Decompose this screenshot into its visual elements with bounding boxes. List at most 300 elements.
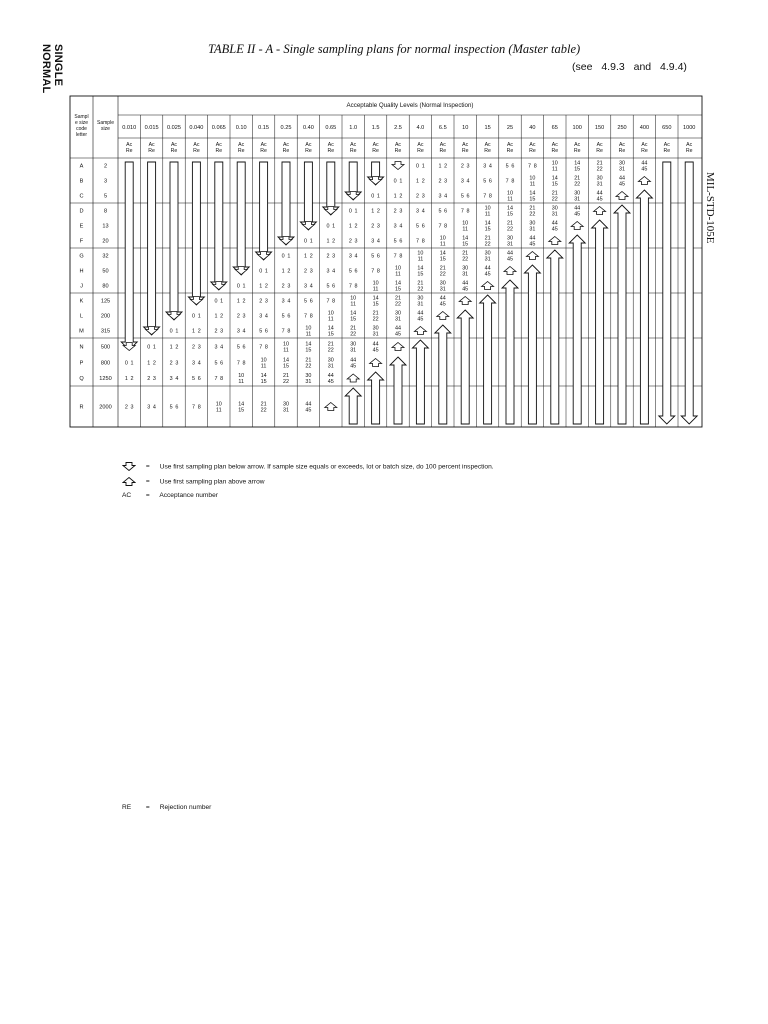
legend-re-text: Rejection number <box>159 804 212 811</box>
ac-label: Ac <box>641 142 648 148</box>
plan-value: 30 <box>305 373 312 379</box>
plan-value: 7 8 <box>528 163 537 170</box>
plan-value: 2 3 <box>393 208 403 215</box>
plan-value: 31 <box>350 347 357 354</box>
re-label: Re <box>596 148 603 154</box>
plan-value: 21 <box>305 357 312 364</box>
sample-size-2000: 2000 <box>99 404 112 411</box>
plan-value: 44 <box>350 357 357 364</box>
plan-value: 0 1 <box>236 283 246 290</box>
re-label: Re <box>372 148 379 154</box>
plan-value: 10 <box>529 175 536 182</box>
aql-0.40: 0.40 <box>302 125 314 131</box>
re-label: Re <box>551 148 559 154</box>
plan-value: 30 <box>395 310 401 317</box>
code-letter-D: D <box>79 208 84 215</box>
plan-value: 10 <box>350 295 357 302</box>
plan-value: 44 <box>327 373 334 379</box>
plan-value: 15 <box>260 379 267 385</box>
code-letter-A: A <box>79 163 84 170</box>
aql-1.5: 1.5 <box>371 125 380 131</box>
plan-value: 44 <box>574 205 581 212</box>
sample-size-32: 32 <box>102 253 109 260</box>
plan-value: 11 <box>260 363 267 370</box>
plan-value: 22 <box>484 241 491 248</box>
ac-label: Ac <box>282 142 290 148</box>
plan-value: 45 <box>641 166 648 173</box>
sample-size-200: 200 <box>100 313 111 320</box>
re-label: Re <box>506 148 514 154</box>
plan-value: 22 <box>350 331 357 338</box>
plan-value: 7 8 <box>460 208 470 215</box>
plan-value: 45 <box>529 241 536 248</box>
up-arrow-icon <box>638 177 650 185</box>
code-letter-B: B <box>79 178 84 185</box>
ac-label: Ac <box>372 142 379 148</box>
plan-value: 31 <box>395 316 401 323</box>
plan-value: 10 <box>439 235 446 242</box>
re-label: Re <box>641 148 648 154</box>
aql-0.25: 0.25 <box>280 125 292 131</box>
aql-150: 150 <box>594 125 605 131</box>
plan-value: 5 6 <box>438 208 448 215</box>
plan-value: 5 6 <box>304 298 313 305</box>
code-letter-P: P <box>79 360 84 367</box>
plan-value: 45 <box>574 211 581 218</box>
up-arrow-icon <box>435 325 451 424</box>
plan-value: 14 <box>283 357 289 364</box>
plan-value: 14 <box>462 235 469 242</box>
plan-value: 7 8 <box>281 328 291 335</box>
ac-label: Ac <box>394 142 402 148</box>
plan-value: 22 <box>529 211 536 218</box>
re-label: Re <box>327 148 335 154</box>
plan-value: 14 <box>439 250 446 257</box>
aql-400: 400 <box>639 125 650 131</box>
plan-value: 21 <box>551 190 558 197</box>
ac-label: Ac <box>193 142 200 148</box>
up-arrow-icon <box>390 357 406 424</box>
plan-value: 15 <box>305 347 312 354</box>
down-arrow-icon <box>392 162 404 170</box>
plan-value: 3 4 <box>192 360 201 367</box>
up-arrow-icon <box>549 237 561 245</box>
plan-value: 3 4 <box>236 328 246 335</box>
ac-label: Ac <box>350 142 357 148</box>
aql-0.010: 0.010 <box>122 125 137 131</box>
aql-65: 65 <box>551 125 558 131</box>
plan-value: 11 <box>395 271 401 278</box>
plan-value: 10 <box>417 250 424 257</box>
re-label: Re <box>439 148 447 154</box>
plan-value: 22 <box>260 407 267 414</box>
plan-value: 7 8 <box>192 404 201 411</box>
up-arrow-icon <box>480 295 496 424</box>
aql-100: 100 <box>572 125 582 131</box>
plan-value: 10 <box>215 401 222 408</box>
plan-value: 14 <box>305 341 312 348</box>
plan-value: 45 <box>619 181 625 188</box>
plan-value: 15 <box>283 363 289 370</box>
plan-value: 22 <box>596 166 603 173</box>
up-arrow-icon <box>594 207 606 215</box>
re-label: Re <box>260 148 267 154</box>
plan-value: 45 <box>327 379 334 385</box>
plan-value: 5 6 <box>483 178 492 185</box>
plan-value: 0 1 <box>147 344 156 351</box>
plan-value: 30 <box>484 250 491 257</box>
plan-value: 10 <box>238 373 245 379</box>
plan-value: 31 <box>372 331 379 338</box>
down-arrow-icon <box>211 162 227 290</box>
plan-value: 45 <box>484 271 491 278</box>
plan-value: 11 <box>327 316 334 323</box>
plan-value: 11 <box>551 166 558 173</box>
plan-value: 0 1 <box>192 313 201 320</box>
ac-label: Ac <box>551 142 558 148</box>
down-arrow-icon <box>256 162 272 260</box>
legend-up-arrow: = Use first sampling plan above arrow <box>122 477 265 486</box>
aql-650: 650 <box>662 125 672 131</box>
plan-value: 2 3 <box>371 223 380 230</box>
plan-value: 11 <box>462 226 469 233</box>
plan-value: 3 4 <box>326 268 336 275</box>
plan-value: 5 6 <box>281 313 291 320</box>
code-letter-L: L <box>79 313 84 320</box>
see-reference: (see 4.9.3 and 4.9.4) <box>572 61 687 73</box>
plan-value: 45 <box>462 286 469 293</box>
plan-value: 30 <box>596 175 603 182</box>
ac-label: Ac <box>305 142 312 148</box>
plan-value: 45 <box>350 363 357 370</box>
plan-value: 15 <box>574 166 581 173</box>
plan-value: 15 <box>529 196 536 203</box>
plan-value: 21 <box>462 250 469 257</box>
plan-value: 44 <box>484 265 491 272</box>
plan-value: 1 2 <box>438 163 448 170</box>
plan-value: 10 <box>395 265 401 272</box>
code-letter-Q: Q <box>79 376 84 382</box>
plan-value: 7 8 <box>236 360 246 367</box>
down-arrow-icon <box>278 162 294 245</box>
plan-value: 11 <box>439 241 446 248</box>
plan-value: 44 <box>417 310 424 317</box>
plan-value: 22 <box>327 347 334 354</box>
plan-value: 7 8 <box>259 344 268 351</box>
plan-value: 0 1 <box>169 328 179 335</box>
plan-value: 22 <box>417 286 424 293</box>
plan-value: 10 <box>327 310 334 317</box>
plan-value: 2 3 <box>169 360 179 367</box>
plan-value: 5 6 <box>393 238 403 245</box>
ac-label: Ac <box>686 142 693 148</box>
plan-value: 1 2 <box>281 268 291 275</box>
plan-value: 2 3 <box>236 313 246 320</box>
plan-value: 0 1 <box>416 163 425 170</box>
down-arrow-icon <box>300 162 316 230</box>
ac-label: Ac <box>126 142 133 148</box>
sample-size-500: 500 <box>100 344 111 351</box>
plan-value: 22 <box>439 271 446 278</box>
plan-value: 7 8 <box>214 376 224 382</box>
plan-value: 31 <box>462 271 469 278</box>
plan-value: 3 4 <box>416 208 425 215</box>
plan-value: 10 <box>305 325 312 332</box>
code-letter-K: K <box>79 298 84 305</box>
ac-label: Ac <box>148 142 155 148</box>
plan-value: 10 <box>462 220 469 227</box>
sample-size-3: 3 <box>103 178 108 185</box>
plan-value: 44 <box>596 190 603 197</box>
plan-value: 2 3 <box>192 344 201 351</box>
ac-label: Ac <box>417 142 424 148</box>
re-label: Re <box>394 148 402 154</box>
plan-value: 5 6 <box>416 223 425 230</box>
up-arrow-icon <box>616 192 628 200</box>
plan-value: 45 <box>507 256 513 263</box>
up-arrow-icon <box>392 343 404 351</box>
plan-value: 21 <box>327 341 334 348</box>
plan-value: 21 <box>484 235 491 242</box>
plan-value: 15 <box>350 316 357 323</box>
ac-label: Ac <box>484 142 491 148</box>
plan-value: 0 1 <box>281 253 291 260</box>
plan-value: 30 <box>507 235 513 242</box>
plan-value: 14 <box>238 401 245 408</box>
plan-value: 15 <box>551 181 558 188</box>
plan-value: 2 3 <box>124 404 134 411</box>
plan-value: 14 <box>372 295 379 302</box>
plan-value: 44 <box>395 325 401 332</box>
plan-value: 3 4 <box>147 404 156 411</box>
up-arrow-icon <box>592 220 608 424</box>
plan-value: 1 2 <box>371 208 380 215</box>
plan-value: 21 <box>350 325 357 332</box>
plan-value: 3 4 <box>483 163 492 170</box>
ac-label: Ac <box>618 142 626 148</box>
up-arrow-icon <box>370 359 382 367</box>
plan-value: 30 <box>327 357 334 364</box>
plan-value: 1 2 <box>416 178 425 185</box>
aql-1.0: 1.0 <box>349 125 358 131</box>
re-label: Re <box>685 148 693 154</box>
plan-value: 3 4 <box>214 344 224 351</box>
plan-value: 15 <box>417 271 424 278</box>
plan-value: 21 <box>372 310 379 317</box>
plan-value: 10 <box>260 357 267 364</box>
ac-label: Ac <box>260 142 267 148</box>
down-arrow-icon <box>144 162 160 335</box>
plan-value: 5 6 <box>460 193 470 200</box>
plan-value: 3 4 <box>259 313 268 320</box>
plan-value: 14 <box>395 280 401 287</box>
plan-value: 14 <box>327 325 334 332</box>
plan-value: 1 2 <box>236 298 246 305</box>
sample-size-800: 800 <box>100 360 111 367</box>
plan-value: 45 <box>551 226 558 233</box>
plan-value: 3 4 <box>169 376 179 382</box>
ac-label: Ac <box>506 142 514 148</box>
plan-value: 11 <box>238 379 245 385</box>
aql-1000: 1000 <box>682 125 696 131</box>
up-arrow-icon <box>459 297 471 305</box>
plan-value: 45 <box>305 407 312 414</box>
plan-value: 7 8 <box>393 253 403 260</box>
plan-value: 31 <box>417 301 424 308</box>
code-letter-header: Sampl <box>74 114 89 120</box>
sample-size-13: 13 <box>102 223 109 230</box>
plan-value: 14 <box>529 190 536 197</box>
plan-value: 2 3 <box>326 253 336 260</box>
plan-value: 5 6 <box>214 360 224 367</box>
plan-value: 1 2 <box>304 253 313 260</box>
plan-value: 1 2 <box>169 344 179 351</box>
ac-label: Ac <box>574 142 581 148</box>
legend-ac: AC = Acceptance number <box>122 492 218 499</box>
plan-value: 15 <box>327 331 334 338</box>
ac-label: Ac <box>170 142 178 148</box>
plan-value: 0 1 <box>304 238 313 245</box>
down-arrow-icon <box>188 162 204 305</box>
plan-value: 44 <box>462 280 469 287</box>
plan-value: 0 1 <box>393 178 403 185</box>
up-arrow-icon <box>571 222 583 230</box>
re-label: Re <box>349 148 357 154</box>
plan-value: 5 6 <box>192 376 201 382</box>
legend-down-arrow: = Use first sampling plan below arrow. If sample size equals or exceeds, lot or batch size, do 100 percent inspection. <box>122 462 494 471</box>
page-title: TABLE II - A - Single sampling plans for normal inspection (Master table) <box>208 42 581 56</box>
plan-value: 21 <box>529 205 536 212</box>
plan-value: 31 <box>439 286 446 293</box>
plan-value: 21 <box>283 373 289 379</box>
up-arrow-icon <box>347 374 359 382</box>
aql-0.015: 0.015 <box>144 125 159 131</box>
plan-value: 22 <box>507 226 513 233</box>
code-letter-N: N <box>79 344 84 351</box>
plan-value: 21 <box>507 220 513 227</box>
plan-value: 7 8 <box>348 283 358 290</box>
re-label: Re <box>417 148 424 154</box>
aql-0.040: 0.040 <box>189 125 204 131</box>
plan-value: 31 <box>551 211 558 218</box>
table-frame <box>70 96 702 427</box>
plan-value: 15 <box>462 241 469 248</box>
down-arrow-icon <box>122 462 136 471</box>
plan-value: 2 3 <box>259 298 268 305</box>
up-arrow-icon <box>345 388 361 424</box>
ac-label: Ac <box>327 142 334 148</box>
plan-value: 2 3 <box>147 376 156 382</box>
plan-value: 0 1 <box>326 223 336 230</box>
plan-value: 7 8 <box>304 313 313 320</box>
plan-value: 1 2 <box>326 238 336 245</box>
down-arrow-icon <box>166 162 182 320</box>
plan-value: 31 <box>283 407 289 414</box>
aql-0.065: 0.065 <box>211 125 226 131</box>
re-label: Re <box>125 148 133 154</box>
re-label: Re <box>663 148 671 154</box>
plan-value: 30 <box>372 325 379 332</box>
aql-25: 25 <box>506 125 514 131</box>
plan-value: 7 8 <box>326 298 336 305</box>
re-label: Re <box>237 148 245 154</box>
sample-size-header: size <box>101 126 110 132</box>
plan-value: 22 <box>305 363 312 370</box>
up-arrow-icon <box>636 190 652 424</box>
plan-value: 14 <box>507 205 513 212</box>
plan-value: 44 <box>641 160 648 167</box>
aql-6.5: 6.5 <box>438 125 447 131</box>
up-arrow-icon <box>614 205 630 424</box>
plan-value: 11 <box>529 181 536 188</box>
plan-value: 45 <box>395 331 401 338</box>
plan-value: 30 <box>619 160 625 167</box>
aql-10: 10 <box>462 125 469 131</box>
plan-value: 7 8 <box>505 178 515 185</box>
plan-value: 15 <box>238 407 245 414</box>
ac-label: Ac <box>439 142 446 148</box>
plan-value: 10 <box>551 160 558 167</box>
plan-value: 45 <box>417 316 424 323</box>
plan-value: 7 8 <box>416 238 425 245</box>
plan-value: 2 3 <box>304 268 313 275</box>
aql-header: Acceptable Quality Levels (Normal Inspection) <box>346 102 474 109</box>
aql-15: 15 <box>484 125 491 131</box>
plan-value: 45 <box>439 301 446 308</box>
plan-value: 2 3 <box>460 163 470 170</box>
ac-label: Ac <box>215 142 222 148</box>
re-label: Re <box>618 148 626 154</box>
plan-value: 2 3 <box>214 328 224 335</box>
plan-value: 11 <box>507 196 513 203</box>
plan-value: 31 <box>484 256 491 263</box>
plan-value: 21 <box>439 265 446 272</box>
re-label: Re <box>461 148 469 154</box>
plan-value: 2 3 <box>281 283 291 290</box>
aql-4.0: 4.0 <box>416 125 425 131</box>
plan-value: 22 <box>551 196 558 203</box>
plan-value: 11 <box>417 256 424 263</box>
plan-value: 2 3 <box>416 193 425 200</box>
plan-value: 11 <box>305 331 312 338</box>
plan-value: 2 3 <box>438 178 448 185</box>
up-arrow-icon <box>569 235 585 424</box>
re-label: Re <box>529 148 536 154</box>
plan-value: 0 1 <box>259 268 268 275</box>
plan-value: 22 <box>574 181 581 188</box>
aql-40: 40 <box>529 125 536 131</box>
plan-value: 30 <box>462 265 469 272</box>
sample-size-125: 125 <box>100 298 111 305</box>
plan-value: 14 <box>574 160 581 167</box>
re-label: Re <box>193 148 200 154</box>
legend-re: RE = Rejection number <box>122 804 212 811</box>
plan-value: 30 <box>417 295 424 302</box>
plan-value: 44 <box>529 235 536 242</box>
plan-value: 31 <box>596 181 603 188</box>
plan-value: 44 <box>551 220 558 227</box>
plan-value: 5 6 <box>236 344 246 351</box>
plan-value: 5 6 <box>348 268 358 275</box>
code-letter-F: F <box>79 238 84 245</box>
aql-0.10: 0.10 <box>235 125 247 131</box>
sample-size-20: 20 <box>102 238 109 245</box>
up-arrow-icon <box>412 340 428 424</box>
plan-value: 7 8 <box>483 193 492 200</box>
plan-value: 21 <box>574 175 581 182</box>
code-letter-E: E <box>79 223 84 230</box>
code-letter-header: code <box>76 126 87 132</box>
